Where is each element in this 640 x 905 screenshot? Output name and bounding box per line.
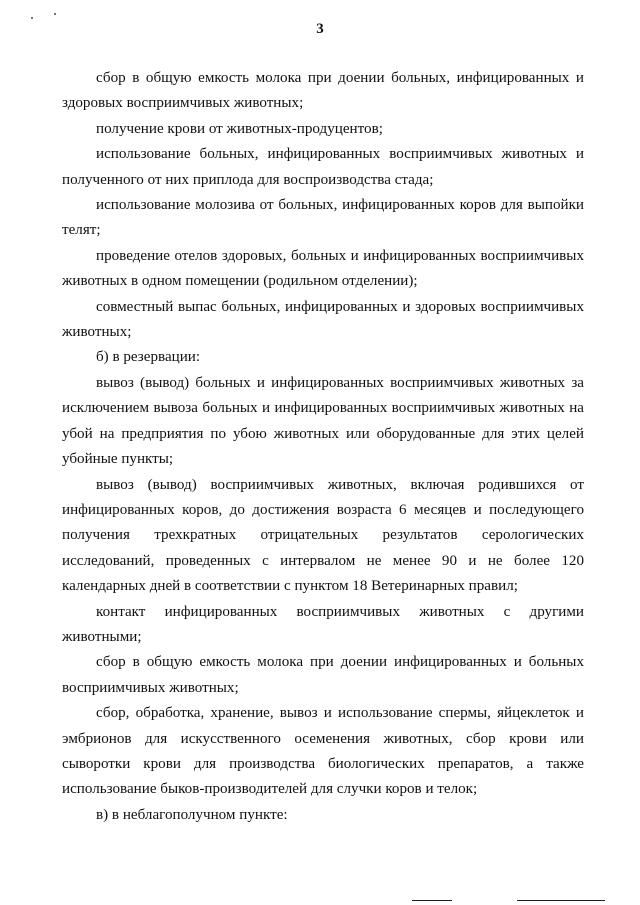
paragraph: использование больных, инфицированных восприимчивых животных и полученного от них приплода для воспроизводства стада;: [62, 146, 584, 188]
paragraph: совместный выпас больных, инфицированных и здоровых восприимчивых животных;: [62, 298, 584, 341]
scan-artifact-dot: [54, 13, 56, 15]
paragraph: использование молозива от больных, инфицированных коров для выпойки телят;: [62, 197, 584, 239]
scan-artifact-dot: [31, 17, 33, 19]
paragraph: сбор в общую емкость молока при доении инфицированных и больных восприимчивых животных;: [62, 654, 584, 696]
paragraph: проведение отелов здоровых, больных и инфицированных восприимчивых животных в одном помещении (родильном отделении);: [62, 247, 584, 290]
paragraph: контакт инфицированных восприимчивых животных с другими животными;: [62, 603, 584, 645]
paragraph: вывоз (вывод) восприимчивых животных, включая родившихся от инфицированных коров, до достижения возраста 6 месяцев и последующего получения трехкратных отрицательных результатов серологических исследований, проведенных с интервалом не менее 90 и не более 120 календарных дней в соответствии с пунктом 18 Ветеринарных правил;: [62, 476, 584, 595]
footer-divider: [517, 900, 605, 901]
document-body: [62, 66, 584, 828]
paragraph: вывоз (вывод) больных и инфицированных восприимчивых животных за исключением вывоза больных и инфицированных восприимчивых животных на убой на предприятия по убою животных или оборудованные для этих целей убойные пункты;: [62, 374, 584, 468]
section-heading-b: б) в резервации:: [96, 349, 201, 366]
paragraph: сбор в общую емкость молока при доении больных, инфицированных и здоровых восприимчивых животных;: [62, 70, 584, 112]
paragraph: получение крови от животных-продуцентов;: [96, 120, 383, 137]
page-number: 3: [316, 21, 324, 37]
section-heading-v: в) в неблагополучном пункте:: [96, 806, 288, 823]
paragraph: сбор, обработка, хранение, вывоз и использование спермы, яйцеклеток и эмбрионов для искусственного осеменения животных, сбор крови или сыворотки крови для производства биологических препаратов, а также использование быков-производителей для случки коров и телок;: [62, 705, 584, 798]
footer-divider: [412, 900, 452, 901]
